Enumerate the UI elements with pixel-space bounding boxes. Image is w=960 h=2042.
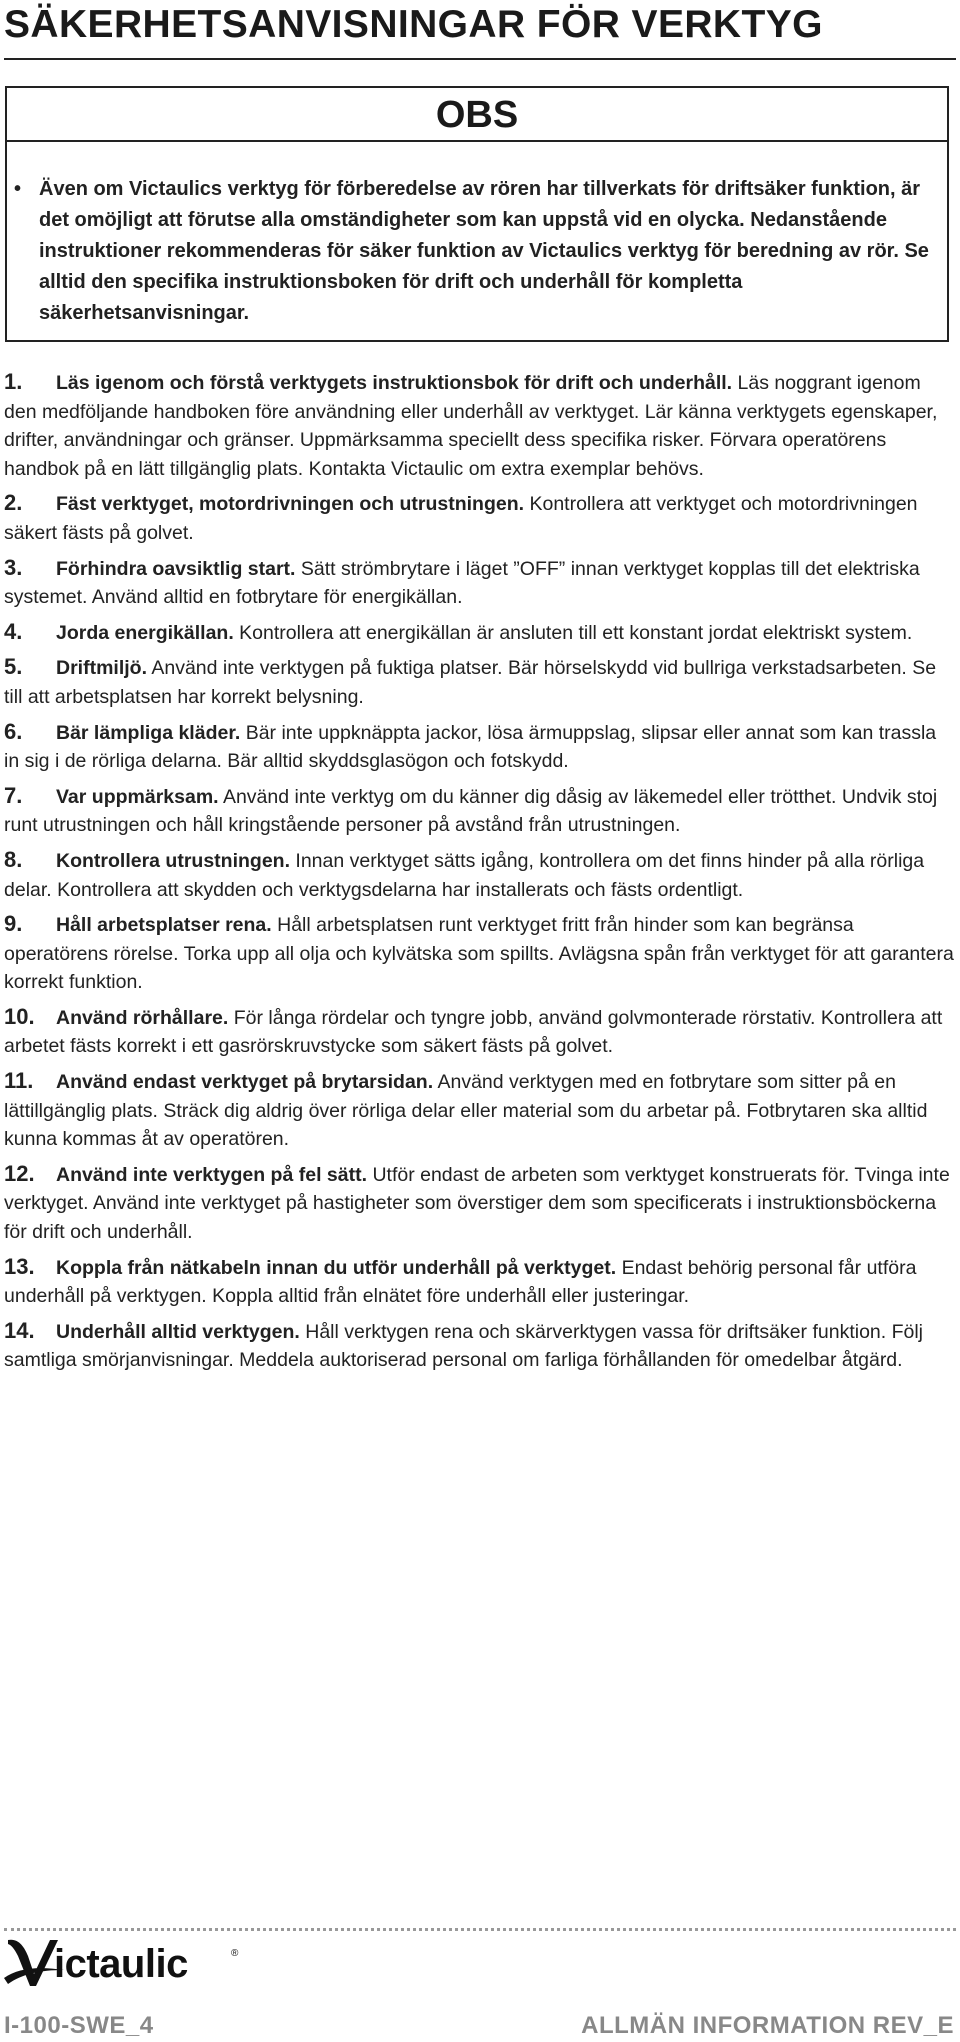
footer-divider [4, 1928, 956, 1931]
instruction-item [4, 782, 956, 840]
title-divider [4, 58, 956, 60]
instruction-heading: Använd rörhållare. [56, 1006, 229, 1029]
instruction-item [4, 618, 956, 648]
instruction-number: 11. [4, 1068, 34, 1094]
instruction-body: Läs noggrant igenom den medföljande handboken före användning eller underhåll av verktyget. Lär känna verktygets egenskaper, drifter, användningar och gränser. Uppmärksamma speciellt dess specifika risker. Förvara operatörens handbok på en lätt tillgänglig plats. Kontakta Victaulic om extra exemplar behövs. [4, 372, 938, 480]
notice-heading: OBS [7, 88, 947, 142]
instruction-body: Sätt strömbrytare i läget ”OFF” innan verktyget kopplas till det elektriska systemet. Använd alltid en fotbrytare för energikällan. [4, 557, 920, 609]
instruction-body: Kontrollera att energikällan är ansluten till ett konstant jordat elektriskt system. [239, 621, 913, 644]
notice-text: Även om Victaulics verktyg för förberedelse av rören har tillverkats för driftsäker funktion, är det omöjligt att förutse alla omständigheter som kan uppstå vid en olycka. Nedanstående instruktioner rekommenderas för säker funktion av Victaulics verktyg för beredning av rör. Se alltid den specifika instruktionsboken för drift och underhåll för kompletta säkerhetsanvisningar. [39, 178, 929, 324]
instruction-body: Håll verktygen rena och skärverktygen vassa för driftsäker funktion. Följ samtliga smörjanvisningar. Meddela auktoriserad personal om farliga förhållanden för omedelbar åtgärd. [4, 1320, 924, 1372]
page-title: SÄKERHETSANVISNINGAR FÖR VERKTYG [4, 3, 823, 46]
instruction-item [4, 910, 956, 997]
instruction-number: 10. [4, 1003, 35, 1029]
instruction-heading: Underhåll alltid verktygen. [56, 1320, 300, 1343]
instruction-heading: Driftmiljö. [56, 657, 147, 680]
instruction-body: Kontrollera att verktyget och motordrivningen säkert fästs på golvet. [4, 493, 918, 544]
instruction-item [4, 718, 956, 776]
instruction-number: 9. [4, 911, 23, 937]
instruction-number: 2. [4, 490, 23, 516]
instruction-body: Använd verktygen med en fotbrytare som sitter på en lättillgänglig plats. Sträck dig aldrig över rörliga delar eller material som du arbetar på. Fotbrytaren ska alltid kunna kommas åt av operatören. [4, 1071, 928, 1151]
instruction-number: 1. [4, 369, 23, 394]
instruction-item [4, 1003, 956, 1061]
instruction-heading: Förhindra oavsiktlig start. [56, 557, 296, 580]
instruction-body: Håll arbetsplatsen runt verktyget fritt från hinder som kan begränsa operatörens rörelse. Torka upp all olja och kylvätska som spillts. Avlägsna spån från verktyget för att garantera korrekt funktion. [4, 914, 954, 994]
instruction-heading: Kontrollera utrustningen. [56, 849, 290, 872]
instruction-item [4, 1160, 956, 1247]
instruction-item [4, 368, 956, 483]
instruction-body: Använd inte verktyg om du känner dig dåsig av läkemedel eller trötthet. Undvik stoj runt utrustningen och håll kringstående personer på avstånd från utrustningen. [4, 785, 938, 837]
instruction-body: Endast behörig personal får utföra underhåll på verktygen. Koppla alltid från elnätet före underhåll eller justeringar. [4, 1256, 917, 1308]
instruction-heading: Läs igenom och förstå verktygets instruktionsbok för drift och underhåll. [56, 372, 733, 394]
instruction-number: 13. [4, 1253, 35, 1279]
notice-body [14, 174, 929, 329]
instruction-heading: Håll arbetsplatser rena. [56, 914, 272, 937]
instruction-number: 12. [4, 1160, 35, 1186]
instruction-body: Bär inte uppknäppta jackor, lösa ärmuppslag, slipsar eller annat som kan trassla in sig i de rörliga delarna. Bär alltid skyddsglasögon och fotskydd. [4, 721, 937, 773]
document-code: I-100-SWE_4 [4, 2012, 154, 2039]
instruction-item [4, 1253, 956, 1311]
instruction-number: 8. [4, 846, 23, 872]
instruction-body: Använd inte verktygen på fuktiga platser. Bär hörselskydd vid bullriga verkstadsarbeten. Se till att arbetsplatsen har korrekt belysning. [4, 657, 937, 708]
instruction-heading: Använd inte verktygen på fel sätt. [56, 1163, 368, 1186]
instruction-number: 7. [4, 782, 23, 808]
instruction-body: Innan verktyget sätts igång, kontrollera om det finns hinder på alla rörliga delar. Kontrollera att skydden och verktygsdelarna har installerats och fästs ordentligt. [4, 849, 925, 901]
logo-text: ictaulic [54, 1942, 188, 1986]
victaulic-logo [4, 1934, 244, 1994]
section-label: ALLMÄN INFORMATION REV_E [581, 2012, 954, 2039]
instruction-heading: Fäst verktyget, motordrivningen och utrustningen. [56, 493, 525, 516]
instruction-number: 3. [4, 554, 23, 580]
instruction-body: För långa rördelar och tyngre jobb, använd golvmonterade rörstativ. Kontrollera att arbetet fästs korrekt i ett gasrörskruvstycke som säkert fästs på golvet. [4, 1006, 943, 1058]
instruction-item [4, 1317, 956, 1375]
instruction-number: 4. [4, 618, 23, 644]
instruction-number: 14. [4, 1317, 35, 1343]
instruction-body: Utför endast de arbeten som verktyget konstruerats för. Tvinga inte verktyget. Använd inte verktyget på hastigheter som överstiger dem som specificerats i instruktionsböckerna för drift och underhåll. [4, 1163, 950, 1244]
instruction-heading: Använd endast verktyget på brytarsidan. [56, 1071, 434, 1094]
instruction-heading: Koppla från nätkabeln innan du utför underhåll på verktyget. [56, 1256, 617, 1279]
instruction-number: 5. [4, 654, 23, 680]
instruction-number: 6. [4, 718, 23, 744]
instruction-heading: Var uppmärksam. [56, 785, 219, 808]
instruction-item [4, 846, 956, 904]
notice-bullet: • [14, 178, 22, 200]
instruction-list [4, 368, 956, 1381]
instruction-heading: Jorda energikällan. [56, 621, 234, 644]
notice-box [5, 86, 949, 342]
instruction-heading: Bär lämpliga kläder. [56, 721, 241, 744]
instruction-item [4, 489, 956, 547]
instruction-item [4, 1067, 956, 1154]
logo-registered-mark: ® [231, 1948, 239, 1959]
instruction-item [4, 554, 956, 612]
instruction-item [4, 653, 956, 711]
